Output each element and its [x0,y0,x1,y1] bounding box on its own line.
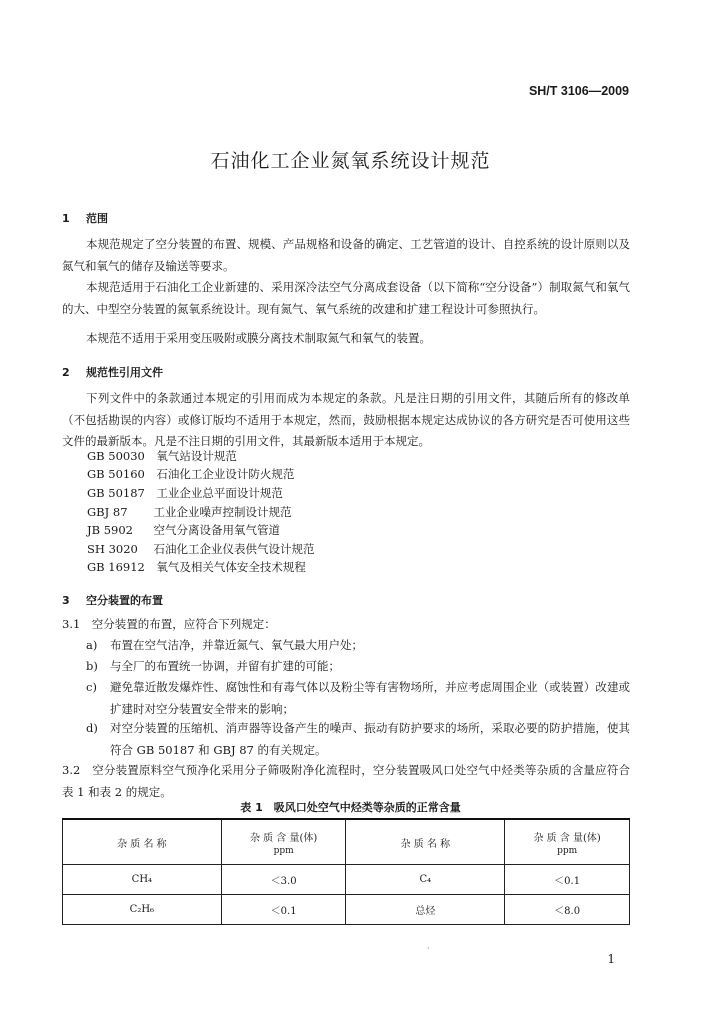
header-content-unit: ppm [557,845,578,856]
table-cell: ＜3.0 [221,865,346,895]
reference-title: 石油化工企业设计防火规范 [156,467,295,481]
header-impurity-name: 杂 质 名 称 [346,819,505,865]
paragraph: 本规范不适用于采用变压吸附或膜分离技术制取氮气和氧气的装置。 [86,331,431,345]
list-item [62,635,630,657]
list-text: 避免靠近散发爆炸性、腐蚀性和有毒气体以及粉尘等有害物场所，并应考虑周围企业（或装置）改建或扩建时对空分装置安全带来的影响； [110,680,630,716]
list-item [62,656,630,678]
header-content-unit: ppm [273,845,294,856]
reference-title: 工业企业总平面设计规范 [156,486,283,500]
reference-item [87,540,315,558]
clause-text: 空分装置原料空气预净化采用分子筛吸附净化流程时，空分装置吸风口处空气中烃类等杂质的含量应符合表 1 和表 2 的规定。 [62,763,631,799]
clause-number: 3.1 [62,617,81,631]
header-impurity-name: 杂 质 名 称 [63,819,222,865]
paragraph: 本规范规定了空分装置的布置、规模、产品规格和设备的确定、工艺管道的设计、自控系统的设计原则以及氮气和氧气的储存及输送等要求。 [62,237,630,273]
table-cell: ＜0.1 [505,865,630,895]
table-cell: C₄ [346,865,505,895]
reference-item [87,484,283,502]
section-number: 1 [62,212,70,225]
reference-code: GB 50187 [87,486,145,500]
table-row [63,895,630,925]
list-label: d) [86,721,98,735]
list-label: a) [86,638,98,652]
section-title: 范围 [86,212,108,225]
list-text: 布置在空气洁净，并靠近氮气、氧气最大用户处； [110,638,363,652]
header-content-label: 杂 质 含 量(体) [249,832,318,844]
reference-item [87,521,280,539]
section-number: 2 [62,366,70,379]
reference-code: SH 3020 [87,542,138,556]
list-text: 与全厂的布置统一协调，并留有扩建的可能； [110,659,340,673]
header-impurity-content [221,819,346,865]
scan-mark: · [427,944,430,953]
reference-code: GB 50160 [87,467,145,481]
standard-number: SH/T 3106—2009 [528,84,629,98]
section-title: 规范性引用文件 [86,366,163,379]
list-label: b) [86,659,98,673]
table-header-row [63,819,630,865]
table-cell: ＜8.0 [505,895,630,925]
section-2-heading [62,364,163,380]
clause-3-1 [62,614,630,636]
clause-3-2 [62,760,630,803]
reference-title: 氧气及相关气体安全技术规程 [156,560,306,574]
reference-code: GB 50030 [87,449,145,463]
section-1-heading [62,210,108,226]
reference-title: 空气分离设备用氧气管道 [153,523,280,537]
table-row [63,865,630,895]
list-label: c) [86,680,97,694]
list-item [62,718,630,761]
table-caption: 表 1 吸风口处空气中烃类等杂质的正常含量 [240,801,461,814]
table-cell: C₂H₆ [63,895,222,925]
reference-title: 氧气站设计规范 [156,449,237,463]
list-item [62,677,630,720]
reference-code: JB 5902 [87,523,133,537]
section-title: 空分装置的布置 [86,594,163,607]
section-number: 3 [62,594,70,607]
paragraph: 下列文件中的条款通过本规定的引用而成为本规定的条款。凡是注日期的引用文件，其随后所有的修改单（不包括勘误的内容）或修订版均不适用于本规定，然而，鼓励根据本规定达成协议的各方研究是否可使用这些文件的最新版本。凡是不注日期的引用文件，其最新版本适用于本规定。 [62,391,630,448]
reference-item [87,447,237,465]
page-title: 石油化工企业氮氧系统设计规范 [210,150,491,172]
header-impurity-content [505,819,630,865]
reference-item [87,558,306,576]
table-cell: ＜0.1 [221,895,346,925]
clause-text: 空分装置的布置，应符合下列规定： [91,617,276,631]
header-content-label: 杂 质 含 量(体) [533,832,601,844]
section-3-heading [62,592,163,608]
reference-item [87,503,292,521]
page-number: 1 [607,952,615,966]
reference-item [87,465,294,483]
clause-number: 3.2 [62,763,81,777]
reference-title: 石油化工企业仪表供气设计规范 [153,542,315,556]
reference-title: 工业企业噪声控制设计规范 [153,505,292,519]
paragraph: 本规范适用于石油化工企业新建的、采用深冷法空气分离成套设备（以下简称“空分设备”）制取氮气和氧气的大、中型空分装置的氮氧系统设计。现有氮气、氧气系统的改建和扩建工程设计可参照执行。 [62,280,630,316]
table-cell: CH₄ [63,865,222,895]
list-text: 对空分装置的压缩机、消声器等设备产生的噪声、振动有防护要求的场所，采取必要的防护措施，使其符合 GB 50187 和 GBJ 87 的有关规定。 [110,721,630,757]
impurity-table [62,818,630,925]
reference-code: GB 16912 [87,560,145,574]
table-cell: 总烃 [346,895,505,925]
reference-code: GBJ 87 [87,505,128,519]
